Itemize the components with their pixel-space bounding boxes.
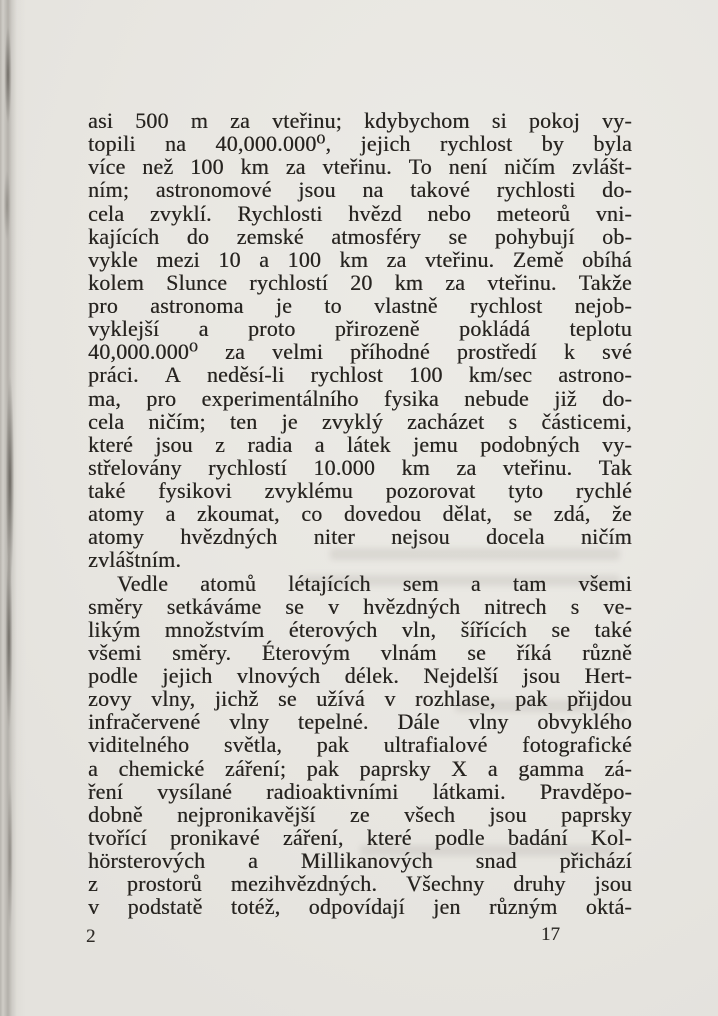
text-line: zovy vlny, jichž se užívá v rozhlase, pak přijdou xyxy=(88,686,632,712)
text-line: asi 500 m za vteřinu; kdybychom si pokoj vy- xyxy=(88,108,632,133)
text-line: topili na 40,000.000⁰, jejich rychlost by byla xyxy=(88,131,632,157)
text-line: střelovány rychlostí 10.000 km za vteřinu. Tak xyxy=(88,454,632,480)
text-line: hörsterových a Millikanových snad přichází xyxy=(88,848,632,873)
text-line: které jsou z radia a látek jemu podobných vy- xyxy=(88,431,632,457)
text-line: také fysikovi zvyklému pozorovat tyto rychlé xyxy=(88,478,632,503)
text-line: atomy hvězdných niter nejsou docela ničím xyxy=(88,524,632,550)
text-line: cela ničím; ten je zvyklý zacházet s částicemi, xyxy=(88,408,632,434)
text-line: všemi směry. Éterovým vlnám se říká různě xyxy=(88,639,632,665)
text-line: v podstatě totéž, odpovídají jen různým oktá- xyxy=(88,894,632,920)
text-line: podle jejich vlnových délek. Nejdelší jsou Hert- xyxy=(88,663,632,688)
text-line: Vedle atomů létajících sem a tam všemi xyxy=(117,570,632,596)
text-line: kajících do zemské atmosféry se pohybují ob- xyxy=(88,223,632,249)
text-line: více než 100 km za vteřinu. To není ničím zvlášt- xyxy=(88,154,632,180)
text-line: ním; astronomové jsou na takové rychlosti do- xyxy=(88,177,632,203)
text-line: směry setkáváme se v hvězdných nitrech s ve- xyxy=(88,593,632,619)
text-line: ma, pro experimentálního fysika nebude již do- xyxy=(88,385,632,411)
text-line: vykle mezi 10 a 100 km za vteřinu. Země obíhá xyxy=(88,246,632,272)
page-edge-shadow xyxy=(0,0,28,1016)
signature-number: 2 xyxy=(86,926,96,947)
text-column xyxy=(88,109,632,918)
text-line: cela zvyklí. Rychlosti hvězd nebo meteorů vni- xyxy=(88,200,632,226)
text-line: atomy a zkoumat, co dovedou dělat, se zdá, že xyxy=(88,501,632,527)
text-line: práci. A neděsí-li rychlost 100 km/sec astrono- xyxy=(88,362,632,388)
text-line: pro astronoma je to vlastně rychlost nejob- xyxy=(88,293,632,318)
page-number: 17 xyxy=(541,924,560,945)
text-line: likým množstvím éterových vln, šířících se také xyxy=(88,616,632,642)
text-line: a chemické záření; pak paprsky X a gamma zá- xyxy=(88,755,632,781)
text-line: kolem Slunce rychlostí 20 km za vteřinu. Takže xyxy=(88,269,632,295)
text-line: z prostorů mezihvězdných. Všechny druhy jsou xyxy=(88,871,632,897)
text-line: ření vysílané radioaktivními látkami. Pravděpo- xyxy=(88,778,632,804)
text-line: viditelného světla, pak ultrafialové fotografické xyxy=(88,732,632,758)
text-line: infračervené vlny tepelné. Dále vlny obvyklého xyxy=(88,709,632,735)
text-line: vyklejší a proto přirozeně pokládá teplotu xyxy=(88,316,632,342)
text-line: tvořící pronikavé záření, které podle badání Kol- xyxy=(88,824,632,850)
text-line: zvláštním. xyxy=(88,547,182,573)
text-line: 40,000.000⁰ za velmi příhodné prostředí k své xyxy=(88,339,632,365)
text-line: dobně nejpronikavější ze všech jsou paprsky xyxy=(88,801,632,827)
